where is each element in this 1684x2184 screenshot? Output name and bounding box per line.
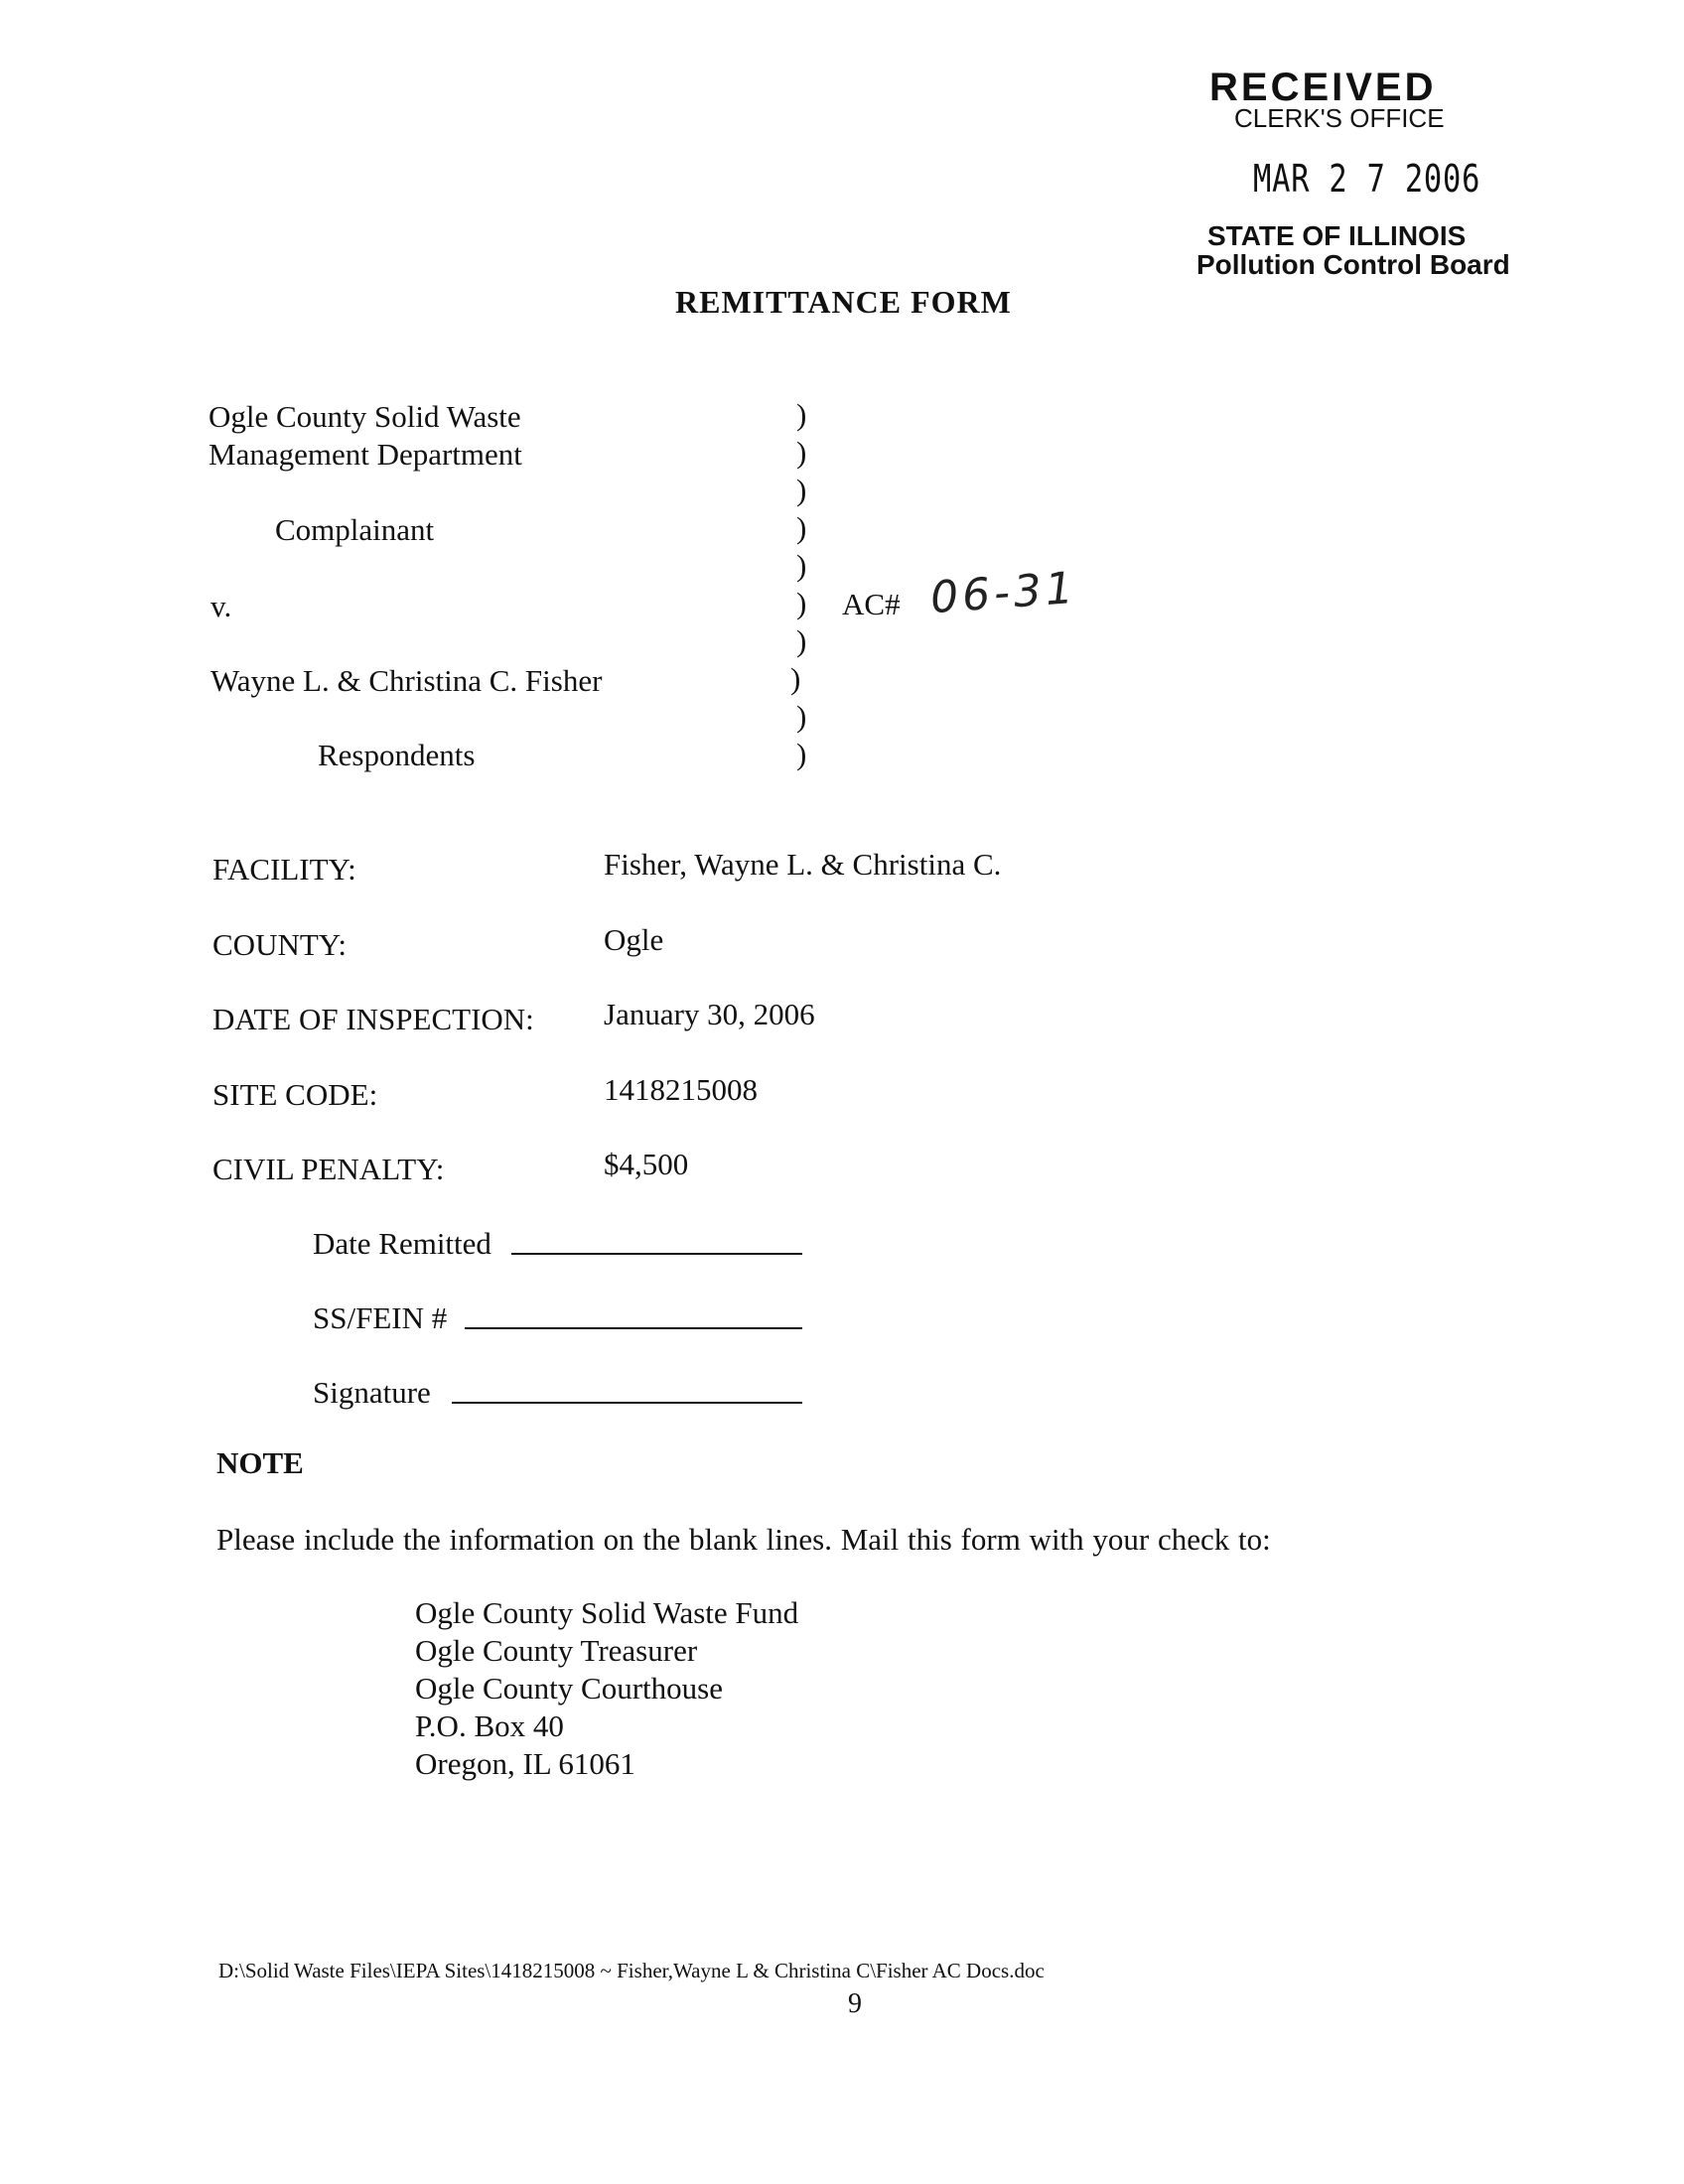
civil-penalty-value: $4,500	[604, 1147, 689, 1181]
caption-paren: )	[796, 548, 807, 583]
site-code-value: 1418215008	[604, 1072, 758, 1107]
caption-paren: )	[796, 397, 807, 432]
caption-paren: )	[796, 473, 807, 507]
date-remitted-line[interactable]	[511, 1253, 802, 1255]
address-line: Ogle County Treasurer	[415, 1633, 698, 1668]
footer-file-path: D:\Solid Waste Files\IEPA Sites\1418215008 ~ Fisher,Wayne L & Christina C\Fisher AC Docs.doc	[218, 1959, 1045, 1982]
note-text: Please include the information on the blank lines. Mail this form with your check to:	[216, 1522, 1271, 1557]
respondent-names: Wayne L. & Christina C. Fisher	[210, 663, 603, 698]
complainant-name-line2: Management Department	[209, 437, 522, 472]
document-title: REMITTANCE FORM	[675, 284, 1012, 320]
stamp-state: STATE OF ILLINOIS	[1207, 220, 1467, 251]
site-code-label: SITE CODE:	[212, 1077, 378, 1112]
versus: v.	[210, 589, 232, 623]
address-line: P.O. Box 40	[415, 1708, 564, 1743]
complainant-role: Complainant	[275, 512, 435, 547]
county-value: Ogle	[604, 922, 664, 957]
respondent-role: Respondents	[318, 738, 476, 772]
inspection-date-value: January 30, 2006	[604, 997, 815, 1031]
address-line: Ogle County Courthouse	[415, 1671, 723, 1706]
stamp-received: RECEIVED	[1209, 66, 1437, 109]
note-heading: NOTE	[216, 1445, 304, 1480]
stamp-board: Pollution Control Board	[1196, 249, 1510, 280]
signature-label: Signature	[313, 1375, 431, 1410]
caption-paren: )	[796, 699, 807, 734]
caption-paren: )	[796, 435, 807, 470]
ss-fein-line[interactable]	[465, 1327, 802, 1329]
ac-number-label: AC#	[842, 587, 901, 621]
caption-paren: )	[796, 586, 807, 620]
county-label: COUNTY:	[212, 927, 347, 962]
ss-fein-label: SS/FEIN #	[313, 1300, 448, 1335]
inspection-date-label: DATE OF INSPECTION:	[212, 1002, 534, 1036]
caption-paren: )	[790, 661, 801, 696]
address-line: Oregon, IL 61061	[415, 1746, 635, 1781]
civil-penalty-label: CIVIL PENALTY:	[212, 1152, 445, 1186]
stamp-clerks-office: CLERK'S OFFICE	[1234, 103, 1445, 133]
ac-number-handwritten: 06-31	[928, 562, 1079, 624]
caption-paren: )	[796, 510, 807, 545]
facility-label: FACILITY:	[212, 852, 356, 887]
stamp-date: MAR 2 7 2006	[1253, 157, 1481, 201]
date-remitted-label: Date Remitted	[313, 1226, 491, 1261]
caption-paren: )	[796, 623, 807, 658]
page-number: 9	[848, 1988, 862, 2019]
address-line: Ogle County Solid Waste Fund	[415, 1595, 799, 1630]
signature-line[interactable]	[452, 1402, 802, 1404]
caption-paren: )	[796, 737, 807, 771]
complainant-name-line1: Ogle County Solid Waste	[209, 399, 521, 434]
facility-value: Fisher, Wayne L. & Christina C.	[604, 847, 1002, 882]
